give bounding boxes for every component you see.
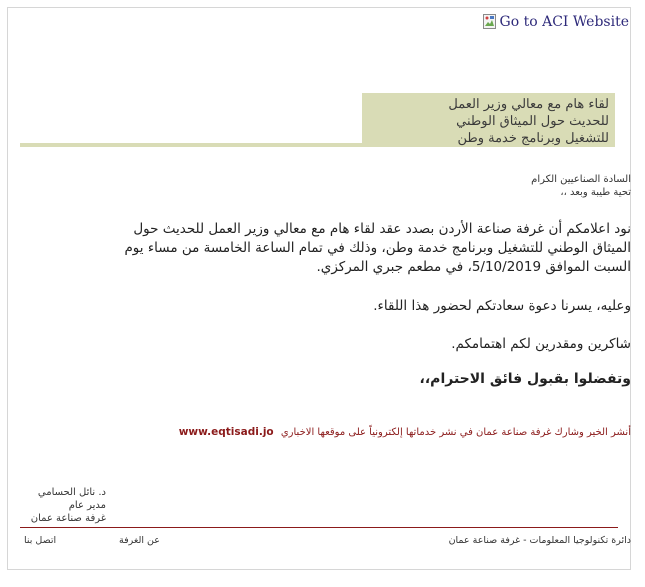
headline-underline-strip xyxy=(20,143,363,147)
greeting xyxy=(531,173,631,199)
signature-name: د. نائل الحسامي xyxy=(37,487,106,498)
aci-website-link[interactable] xyxy=(483,14,629,30)
headline-line: لقاء هام مع معالي وزير العمل xyxy=(448,97,609,112)
about-chamber-link[interactable]: عن الغرفة xyxy=(119,535,160,546)
invitation-paragraph: وعليه، يسرنا دعوة سعادتكم لحضور هذا اللقاء. xyxy=(373,298,631,314)
salutation: السادة الصناعيين الكرام xyxy=(531,174,631,185)
headline-line: للتشغيل وبرنامج خدمة وطن xyxy=(457,131,609,146)
regards: تحية طيبة وبعد ،، xyxy=(560,187,631,198)
contact-us-link[interactable]: اتصل بنا xyxy=(24,535,57,546)
promo-text: أنشر الخير وشارك غرفة صناعة عمان في نشر خدماتها إلكترونياً على موقعها الاخباري xyxy=(280,427,631,438)
thanks-paragraph: شاكرين ومقدرين لكم اهتمامكم. xyxy=(451,336,631,352)
announcement-paragraph xyxy=(33,220,631,277)
footer-divider xyxy=(20,527,618,528)
headline-box xyxy=(362,93,615,147)
promo-line xyxy=(179,425,631,440)
announcement-line: الميثاق الوطني للتشغيل وبرنامج خدمة وطن، وذلك في تمام الساعة الخامسة من مساء يوم xyxy=(124,240,631,256)
promo-website-link[interactable]: www.eqtisadi.jo xyxy=(178,426,274,438)
announcement-line: السبت الموافق 5/10/2019، في مطعم جبري المركزي. xyxy=(316,259,631,275)
aci-website-link-text[interactable]: Go to ACI Website xyxy=(499,14,629,30)
signature-block xyxy=(24,486,106,525)
footer-credit: دائرة تكنولوجيا المعلومات - غرفة صناعة عمان xyxy=(448,535,631,546)
closing-paragraph: وتفضلوا بقبول فائق الاحترام،، xyxy=(419,371,631,387)
headline-line: للحديث حول الميثاق الوطني xyxy=(456,114,609,129)
signature-title: مدير عام xyxy=(68,500,106,511)
broken-image-icon xyxy=(483,14,497,30)
announcement-line: نود اعلامكم أن غرفة صناعة الأردن بصدد عقد لقاء هام مع معالي وزير العمل للحديث حول xyxy=(133,221,631,237)
signature-organization: غرفة صناعة عمان xyxy=(30,513,106,524)
